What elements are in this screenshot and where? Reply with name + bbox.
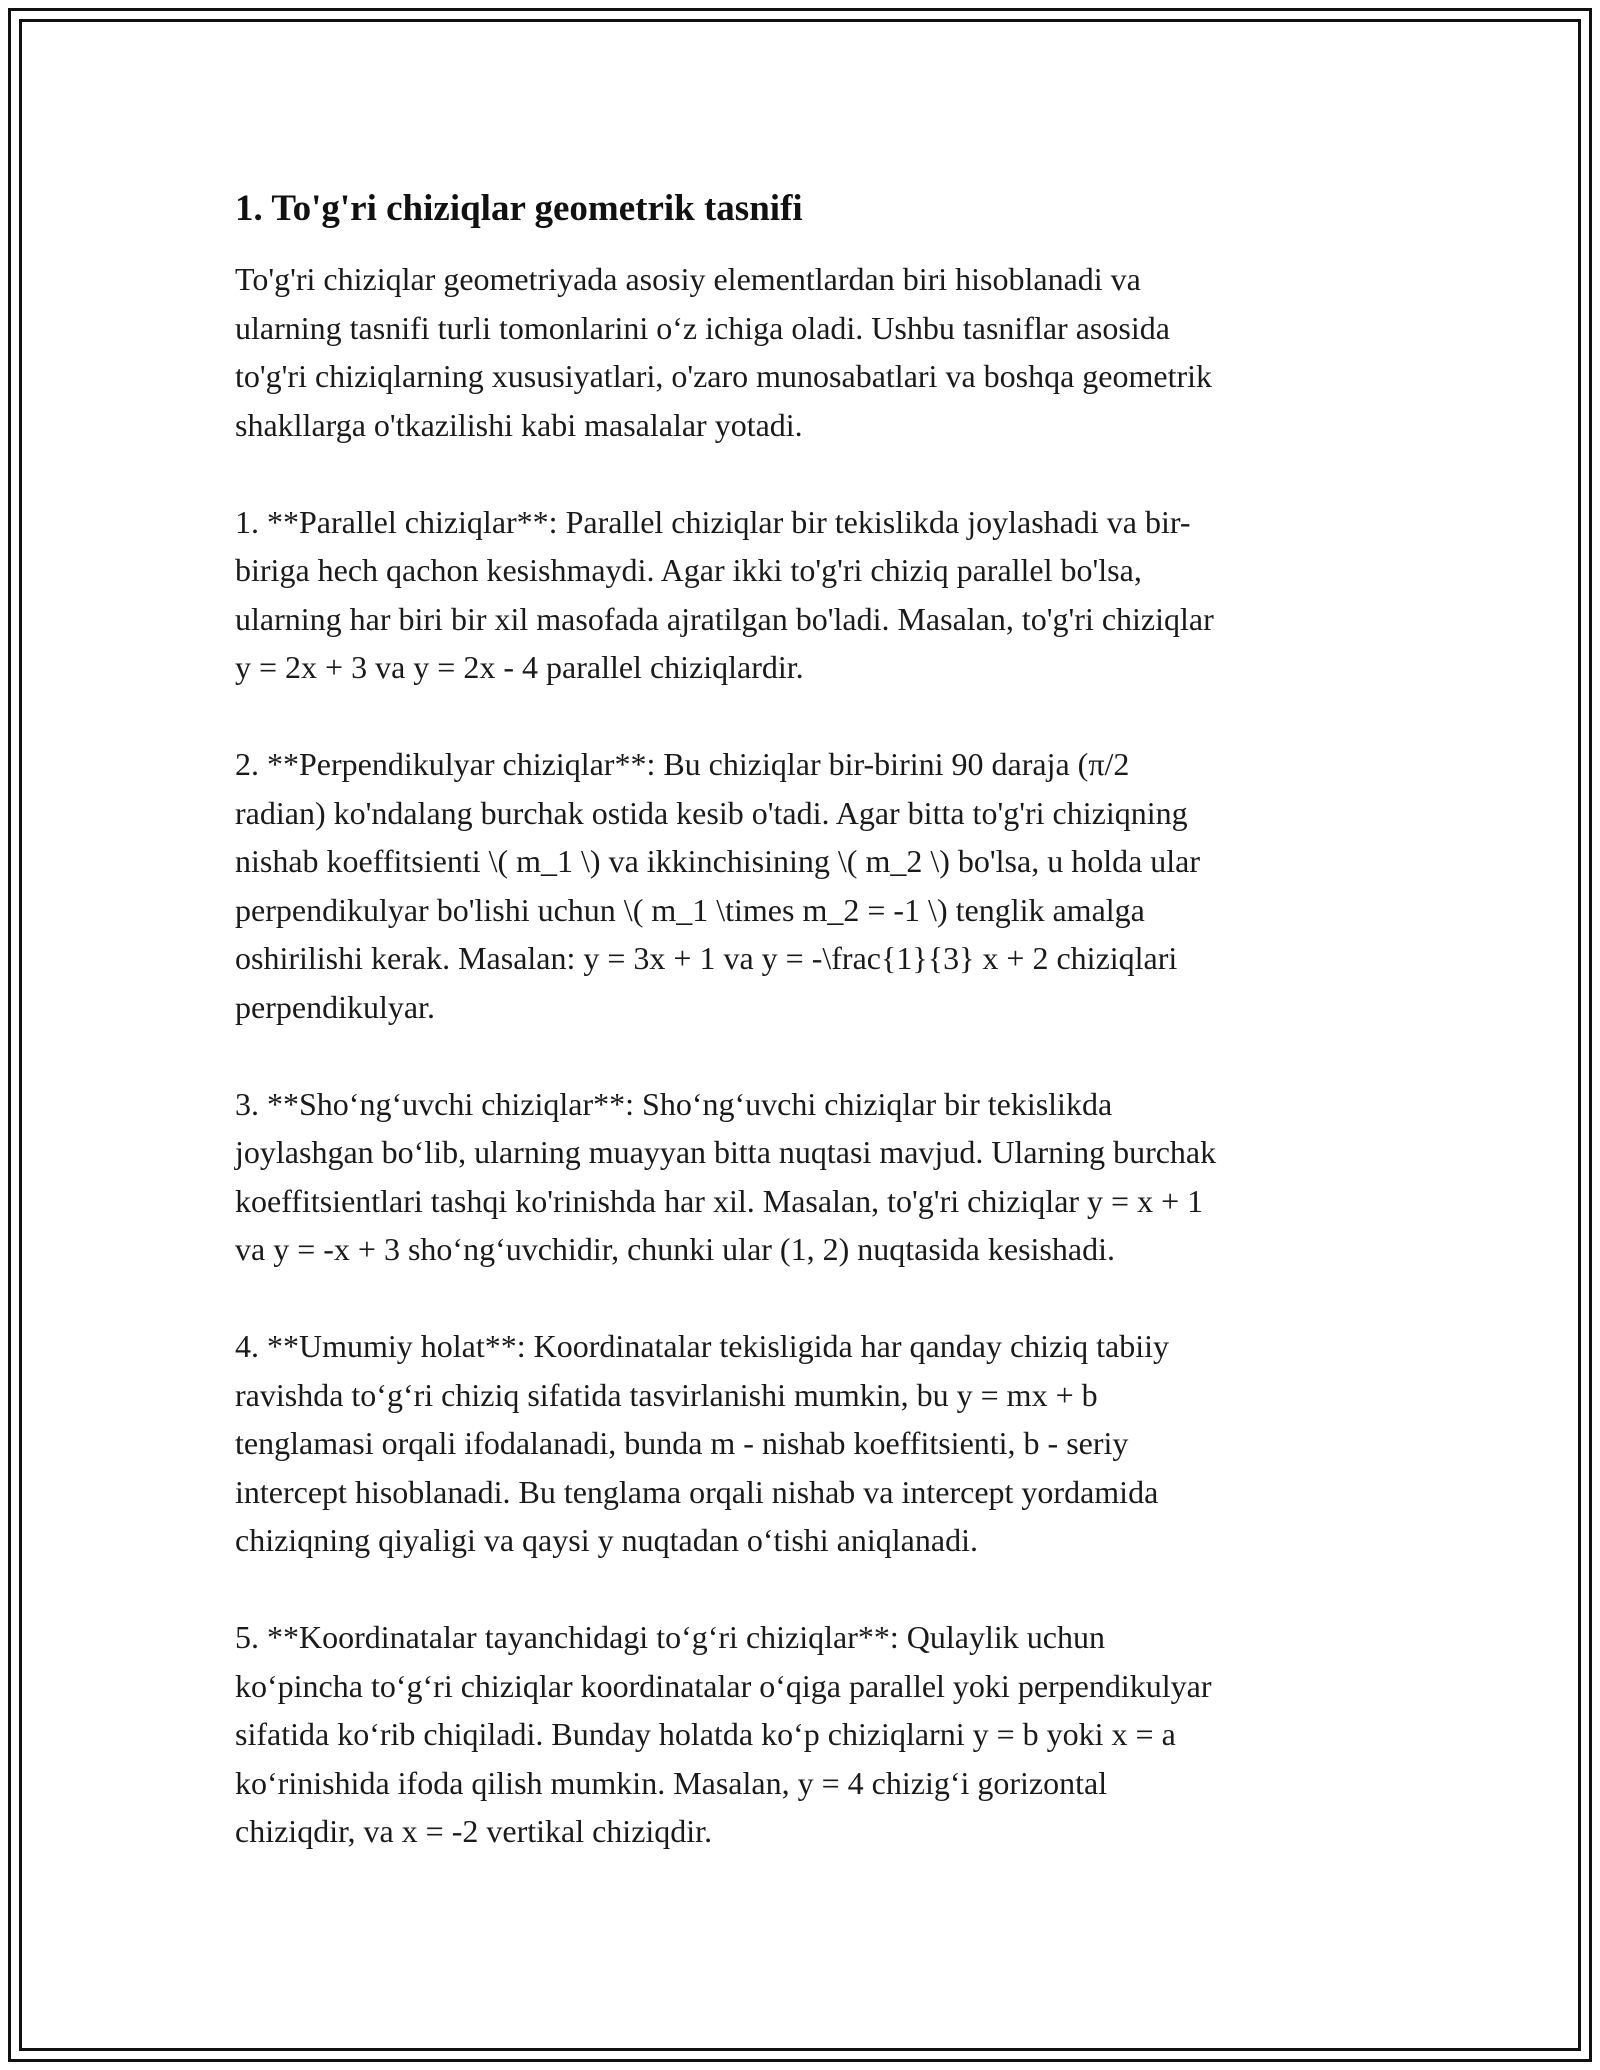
paragraph-parallel-lines: 1. **Parallel chiziqlar**: Parallel chiziqlar bir tekislikda joylashadi va bir- biriga hech qachon kesishmaydi. Agar ikki to'g'ri chiziq parallel bo'lsa, ularning har biri bir xil masofada ajratilgan bo'ladi. Masalan, to'g'ri chiziqlar y = 2x + 3 va y = 2x - 4 parallel chiziqlardir. (235, 503, 1214, 685)
paragraph-intersecting-lines: 3. **Sho‘ng‘uvchi chiziqlar**: Sho‘ng‘uvchi chiziqlar bir tekislikda joylashgan bo‘lib, ularning muayyan bitta nuqtasi mavjud. Ularning burchak koeffitsientlari tashqi ko'rinishda har xil. Masalan, to'g'ri chiziqlar y = x + 1 va y = -x + 3 sho‘ng‘uvchidir, chunki ular (1, 2) nuqtasida kesishadi. (235, 1085, 1217, 1267)
paragraph-perpendicular-lines: 2. **Perpendikulyar chiziqlar**: Bu chiziqlar bir-birini 90 daraja (π/2 radian) ko'ndalang burchak ostida kesib o'tadi. Agar bitta to'g'ri chiziqning nishab koeffitsienti \( m_1 \) va ikkinchisining \( m_2 \) bo'lsa, u holda ular perpendikulyar bo'lishi uchun \( m_1 \times m_2 = -1 \) tenglik amalga oshirilishi kerak. Masalan: y = 3x + 1 va y = -\frac{1}{3} x + 2 chiziqlari perpendikulyar. (235, 746, 1201, 1025)
intro-paragraph: To'g'ri chiziqlar geometriyada asosiy elementlardan biri hisoblanadi va ularning tasnifi turli tomonlarini o‘z ichiga oladi. Ushbu tasniflar asosida to'g'ri chiziqlarning xususiyatlari, o'zaro munosabatlari va boshqa geometrik shakllarga o'tkazilishi kabi masalalar yotadi. (235, 261, 1213, 443)
paragraph-coordinate-lines: 5. **Koordinatalar tayanchidagi to‘g‘ri chiziqlar**: Qulaylik uchun ko‘pincha to‘g‘ri chiziqlar koordinatalar o‘qiga parallel yoki perpendikulyar sifatida ko‘rib chiqiladi. Bunday holatda ko‘p chiziqlarni y = b yoki x = a ko‘rinishida ifoda qilish mumkin. Masalan, y = 4 chizig‘i gorizontal chiziqdir, va x = -2 vertikal chiziqdir. (235, 1619, 1212, 1849)
document-body (235, 185, 1375, 1904)
paragraph-general-case: 4. **Umumiy holat**: Koordinatalar tekisligida har qanday chiziq tabiiy ravishda to‘g‘ri chiziq sifatida tasvirlanishi mumkin, bu y = mx + b tenglamasi orqali ifodalanadi, bunda m - nishab koeffitsienti, b - seriy intercept hisoblanadi. Bu tenglama orqali nishab va intercept yordamida chiziqning qiyaligi va qaysi y nuqtadan o‘tishi aniqlanadi. (235, 1328, 1169, 1558)
page-title: 1. To'g'ri chiziqlar geometrik tasnifi (235, 188, 803, 229)
